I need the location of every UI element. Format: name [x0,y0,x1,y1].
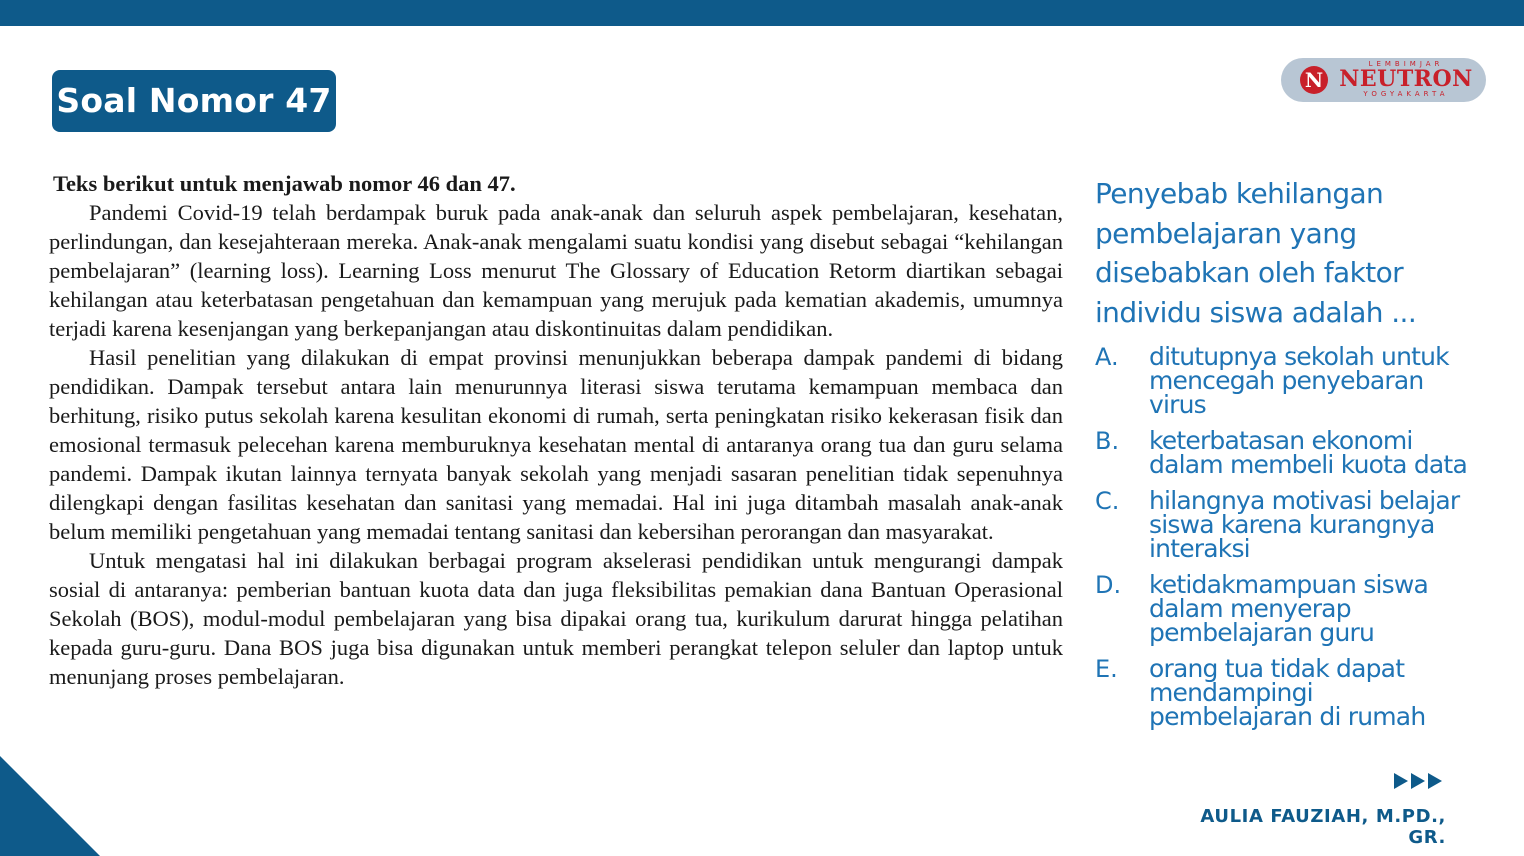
passage-paragraph-1: Pandemi Covid-19 telah berdampak buruk pada anak-anak dan seluruh aspek pembelajaran, kesehatan, perlindungan, dan kesejahteraan mereka. Anak-anak mengalami suatu kondisi yang disebut sebagai “kehilangan pembelajaran” (learning loss). Learning Loss menurut The Glossary of Education Retorm diartikan sebagai kehilangan atau keterbatasan pengetahuan dan kemampuan yang merujuk pada kematian akademis, umumnya terjadi karena kesenjangan yang berkepanjangan atau diskontinuitas dalam pendidikan. [49,200,1063,341]
option-d[interactable] [1095,570,1515,647]
logo-bottom-text: YOGYAKARTA [1363,90,1449,98]
page-title: Soal Nomor 47 [52,70,336,132]
option-letter: E. [1095,655,1118,683]
logo-top-text: LEMBIMJAR [1368,60,1444,68]
option-letter: B. [1095,427,1120,455]
option-text: hilangnya motivasi belajar siswa karena kurangnya interaksi [1149,486,1460,563]
option-text: ditutupnya sekolah untuk mencegah penyebaran virus [1149,342,1449,419]
option-b[interactable] [1095,426,1515,479]
logo-mark-icon: N [1300,66,1328,94]
option-text: ketidakmampuan siswa dalam menyerap pembelajaran guru [1149,570,1428,647]
passage-paragraph-3: Untuk mengatasi hal ini dilakukan berbagai program akselerasi pendidikan untuk mengurangi dampak sosial di antaranya: pemberian bantuan kuota data dan juga fleksibilitas pemakian dana Bantuan Operasional Sekolah (BOS), modul-modul pembelajaran yang bisa dipakai orang tua, kurikulum darurat hingga pelatihan kepada guru-guru. Dana BOS juga bisa digunakan untuk memberi perangkat telepon seluler dan laptop untuk menunjang proses pembelajaran. [49,548,1063,689]
logo-name: NEUTRON [1339,66,1473,92]
option-e[interactable] [1095,654,1515,731]
question-panel [1095,174,1515,741]
option-text: keterbatasan ekonomi dalam membeli kuota data [1149,426,1467,479]
option-letter: A. [1095,343,1119,371]
neutron-logo [1281,58,1486,102]
passage-paragraph-2: Hasil penelitian yang dilakukan di empat provinsi menunjukkan beberapa dampak pandemi di bidang pendidikan. Dampak tersebut antara lain menurunnya literasi siswa terutama kemampuan membaca dan berhitung, risiko putus sekolah karena kesulitan ekonomi di rumah, serta peningkatan risiko kekerasan fisik dan emosional termasuk pelecehan karena memburuknya kesehatan mental di antaranya orang tua dan guru selama pandemi. Dampak ikutan lainnya ternyata banyak sekolah yang menjadi sasaran penelitian tidak sepenuhnya dilengkapi dengan fasilitas kesehatan dan sanitasi yang memadai. Hal ini juga ditambah masalah anak-anak belum memiliki pengetahuan yang memadai tentang sanitasi dan kebersihan perorangan dan masyarakat. [49,345,1063,544]
answer-options [1095,342,1515,731]
author-credit: AULIA FAUZIAH, M.PD., GR. [1200,806,1446,848]
corner-triangle-decoration [0,756,100,856]
option-letter: D. [1095,571,1122,599]
triple-play-icon[interactable] [1394,771,1444,791]
option-a[interactable] [1095,342,1515,419]
question-text: Penyebab kehilangan pembelajaran yang disebabkan oleh faktor individu siswa adalah ... [1095,177,1417,329]
reading-passage [49,170,1063,691]
option-letter: C. [1095,487,1120,515]
passage-heading: Teks berikut untuk menjawab nomor 46 dan 47. [53,171,516,196]
top-banner-bar [0,0,1524,26]
option-text: orang tua tidak dapat mendampingi pembelajaran di rumah [1149,654,1426,731]
option-c[interactable] [1095,486,1515,563]
